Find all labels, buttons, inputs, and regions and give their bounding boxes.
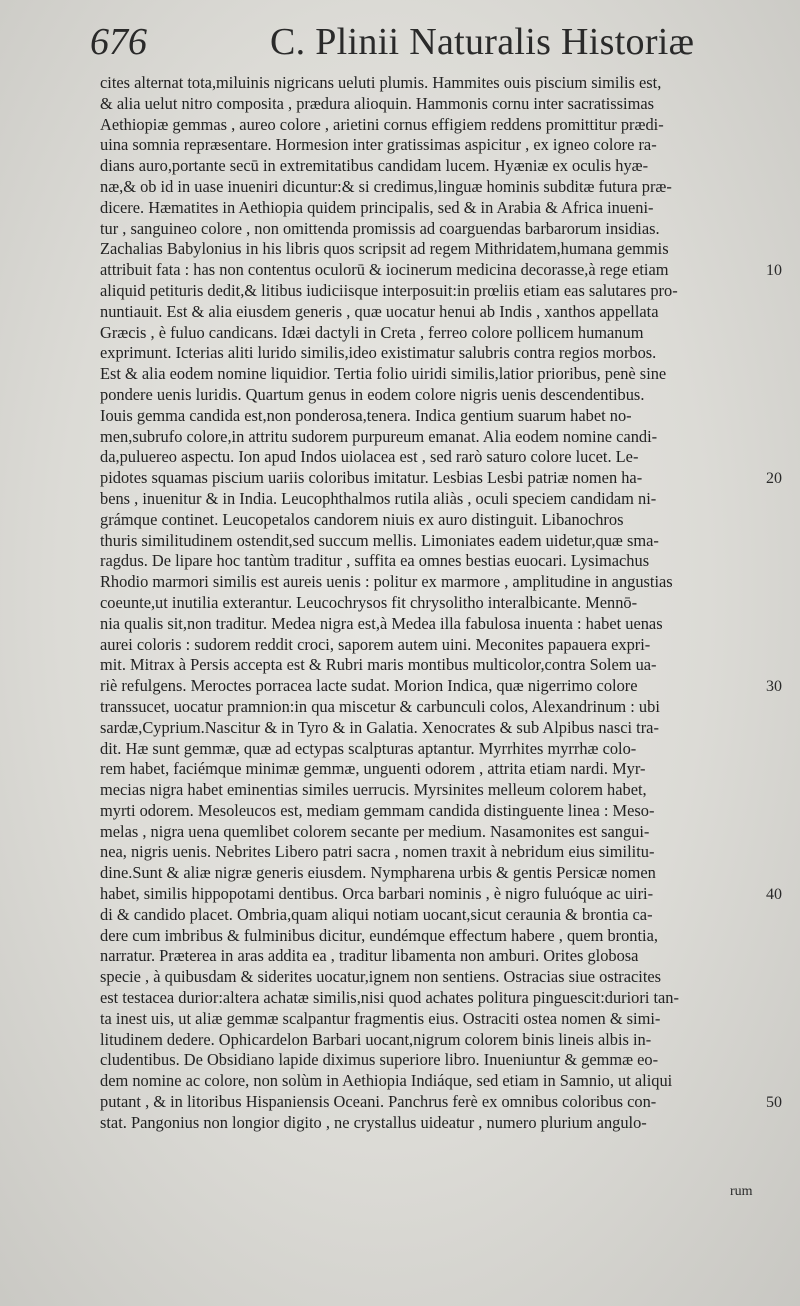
- text-line: exprimunt. Icterias aliti lurido similis,ideo existimatur salubris contra regios morbos.: [100, 343, 657, 363]
- text-line: Aethiopiæ gemmas , aureo colore , arietini cornus effigiem reddens promittitur prædi-: [100, 114, 664, 134]
- margin-line-number: 50: [766, 1094, 782, 1112]
- text-line: coeunte,ut inutilia exterantur. Leucochrysos fit chrysolitho interalbicante. Mennō-: [100, 592, 638, 612]
- catchword: rum: [730, 1184, 753, 1199]
- page-number: 676: [90, 21, 147, 63]
- text-line: nuntiauit. Est & alia eiusdem generis , quæ uocatur henui ab Indis , xanthos appellata: [100, 301, 659, 321]
- text-line: grámque continet. Leucopetalos candorem niuis ex auro distinguit. Libanochros: [100, 509, 624, 529]
- text-line: pondere uenis luridis. Quartum genus in eodem colore nigris uenis descendentibus.: [100, 384, 645, 404]
- text-line: dicere. Hæmatites in Aethiopia quidem principalis, sed & in Arabia & Africa inueni-: [100, 197, 654, 217]
- text-line: stat. Pangonius non longior digito , ne crystallus uideatur , numero plurium angulo-: [100, 1112, 647, 1132]
- text-line: myrti odorem. Mesoleucos est, mediam gemmam candida distinguente linea : Meso-: [100, 800, 655, 820]
- text-line: putant , & in litoribus Hispaniensis Oceani. Panchrus ferè ex omnibus coloribus con-: [100, 1092, 657, 1112]
- margin-line-number: 40: [766, 886, 782, 904]
- text-line: Iouis gemma candida est,non ponderosa,tenera. Indica gentium suarum habet no-: [100, 405, 632, 425]
- text-line: riè refulgens. Meroctes porracea lacte sudat. Morion Indica, quæ nigerrimo colore: [100, 676, 638, 696]
- text-line: & alia uelut nitro composita , prædura alioquin. Hammonis cornu inter sacratissimas: [100, 93, 654, 113]
- text-line: nea, nigris uenis. Nebrites Libero patri sacra , nomen traxit à nebridum eius similitu-: [100, 842, 655, 862]
- margin-line-number: 30: [766, 678, 782, 696]
- margin-line-number: 10: [766, 262, 782, 280]
- text-line: Græcis , è fuluo candicans. Idæi dactyli in Creta , ferreo colore pollicem humanum: [100, 322, 644, 342]
- text-line: dit. Hæ sunt gemmæ, quæ ad ectypas scalpturas aptantur. Myrrhites myrrhæ colo-: [100, 738, 637, 758]
- text-line: est testacea durior:altera achatæ similis,nisi quod achates politura pinguescit:duriori tan-: [100, 988, 679, 1008]
- text-line: melas , nigra uena quemlibet colorem secante per medium. Nasamonites est sangui-: [100, 821, 650, 841]
- text-line: aurei coloris : sudorem reddit croci, saporem autem uini. Meconites papauera expri-: [100, 634, 651, 654]
- text-line: bens , inuenitur & in India. Leucophthalmos rutila aliàs , oculi speciem candidam ni-: [100, 488, 657, 508]
- text-line: næ,& ob id in uase inueniri dicuntur:& si credimus,linguæ hominis subditæ futura præ-: [100, 176, 672, 196]
- text-line: aliquid petituris dedit,& litibus iudiciisque interposuit:in prœliis etiam eas salutares pro-: [100, 280, 678, 300]
- text-line: tur , sanguineo colore , non omittenda promissis ad coarguendas barbarorum insidias.: [100, 218, 660, 238]
- text-line: dians auro,portante secū in extremitatibus candidam lucem. Hyæniæ ex oculis hyæ-: [100, 156, 649, 176]
- margin-line-number: 20: [766, 470, 782, 488]
- text-line: habet, similis hippopotami dentibus. Orca barbari nominis , è nigro fuluóque ac uiri-: [100, 884, 654, 904]
- text-line: men,subrufo colore,in attritu sudorem purpureum emanat. Alia eodem nomine candi-: [100, 426, 658, 446]
- text-line: pidotes squamas piscium uariis coloribus imitatur. Lesbias Lesbi patriæ nomen ha-: [100, 468, 643, 488]
- text-line: dine.Sunt & aliæ nigræ generis eiusdem. Nympharena urbis & gentis Persicæ nomen: [100, 863, 656, 883]
- text-line: cludentibus. De Obsidiano lapide diximus superiore libro. Inueniuntur & gemmæ eo-: [100, 1050, 659, 1070]
- text-line: specie , à quibusdam & siderites uocatur,ignem non sentiens. Ostracias siue ostracites: [100, 967, 662, 987]
- text-line: dem nomine ac colore, non solùm in Aethiopia Indiáque, sed etiam in Samnio, ut aliqui: [100, 1071, 673, 1091]
- text-line: da,puluereo aspectu. Ion apud Indos uiolacea est , sed rarò saturo colore lucet. Le-: [100, 447, 639, 467]
- text-line: uina somnia repræsentare. Hormesion inter gratissimas aspicitur , ex igneo colore ra-: [100, 135, 657, 155]
- text-line: thuris similitudinem ostendit,sed succum mellis. Limoniates eadem uidetur,quæ sma-: [100, 530, 659, 550]
- text-line: dere cum imbribus & fulminibus dicitur, eundémque effectum habere , quem brontia,: [100, 925, 658, 945]
- text-line: ragdus. De lipare hoc tantùm traditur , suffita ea omnes bestias euocari. Lysimachus: [100, 551, 650, 571]
- text-line: narratur. Præterea in aras addita ea , traditur libamenta non amburi. Orites globosa: [100, 946, 639, 966]
- text-line: mit. Mitrax à Persis accepta est & Rubri maris montibus multicolor,contra Solem ua-: [100, 655, 657, 675]
- text-line: attribuit fata : has non contentus oculorū & iocinerum medicina decorasse,à rege etiam: [100, 260, 669, 280]
- page-header: [90, 18, 710, 66]
- body-text: [100, 73, 762, 1134]
- text-line: Zachalias Babylonius in his libris quos scripsit ad regem Mithridatem,humana gemmis: [100, 239, 669, 259]
- text-line: transsucet, uocatur pramnion:in qua miscetur & carbunculi colos, Alexandrinum : ubi: [100, 696, 660, 716]
- text-line: ta inest uis, ut aliæ gemmæ scalpantur fragmentis eius. Ostraciti ostea nomen & simi-: [100, 1008, 661, 1028]
- text-line: di & candido placet. Ombria,quam aliqui notiam uocant,sicut ceraunia & brontia ca-: [100, 904, 653, 924]
- running-title: C. Plinii Naturalis Historiæ: [270, 21, 695, 63]
- text-line: Est & alia eodem nomine liquidior. Tertia folio uiridi similis,latior prioribus, penè sine: [100, 364, 667, 384]
- text-line: rem habet, faciémque minimæ gemmæ, unguenti odorem , attrita etiam nardi. Myr-: [100, 759, 646, 779]
- text-line: cites alternat tota,miluinis nigricans ueluti plumis. Hammites ouis piscium similis est,: [100, 73, 662, 92]
- text-line: sardæ,Cyprium.Nascitur & in Tyro & in Galatia. Xenocrates & sub Alpibus nasci tra-: [100, 717, 659, 737]
- text-line: litudinem dedere. Ophicardelon Barbari uocant,nigrum colorem binis lineis albis in-: [100, 1029, 652, 1049]
- text-line: Rhodio marmori similis est aureis uenis : politur ex marmore , amplitudine in angustias: [100, 572, 673, 592]
- text-line: mecias nigra habet eminentias similes uerrucis. Myrsinites melleum colorem habet,: [100, 780, 647, 800]
- text-line: nia qualis sit,non traditur. Medea nigra est,à Medea illa fabulosa inuenta : habet uenas: [100, 613, 663, 633]
